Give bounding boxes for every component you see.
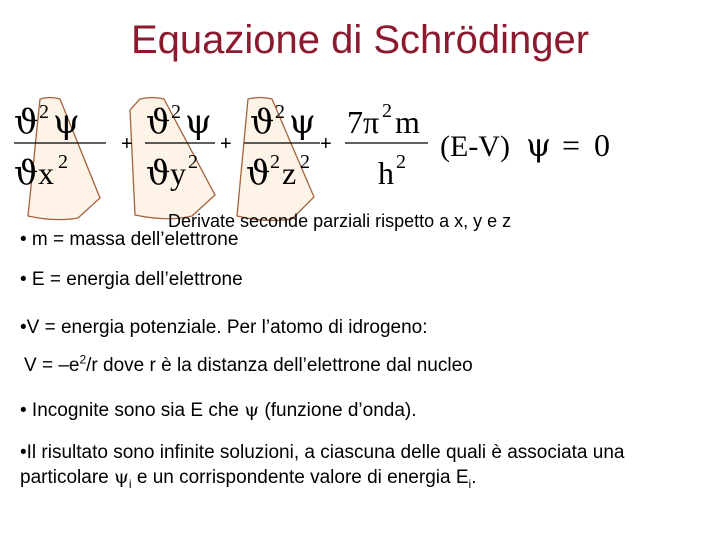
variable-z: z: [282, 155, 297, 191]
coulomb-exponent: 2: [79, 352, 87, 367]
slide-title: Equazione di Schrödinger: [130, 18, 590, 62]
subscript-i: i: [468, 476, 472, 491]
coulomb-suffix: /r dove r è la distanza dell’elettrone dal nucleo: [86, 355, 473, 376]
bullet-energy: • E = energia dell’elettrone: [20, 269, 243, 290]
unknowns-suffix: (funzione d’onda).: [259, 400, 417, 421]
psi-symbol: ψ: [185, 102, 212, 142]
derivative-annotation: Derivate seconde parziali rispetto a x, y e z: [168, 211, 512, 231]
partial-symbol: ϑ: [14, 153, 39, 193]
psi-symbol: ψ: [114, 466, 129, 488]
exponent: 2: [382, 100, 392, 122]
subscript-i: i: [128, 476, 132, 491]
partial-symbol: ϑ: [14, 102, 39, 142]
exponent: 2: [270, 151, 280, 173]
bullet-unknowns: [20, 398, 700, 423]
exponent: 2: [171, 101, 181, 123]
exponent: 2: [58, 151, 68, 173]
bullet-coulomb: [24, 353, 704, 378]
unknowns-prefix: • Incognite sono sia E che: [20, 400, 245, 421]
exponent: 2: [188, 151, 198, 173]
result-text-1: •Il risultato sono infinite soluzioni, a ciascuna delle quali è associata una particolare: [20, 442, 625, 488]
psi-symbol: ψ: [53, 102, 80, 142]
result-text-2: e un corrispondente valore di energia E: [131, 467, 469, 488]
equals-sign: =: [562, 127, 581, 163]
partial-symbol: ϑ: [146, 153, 171, 193]
variable-x: x: [38, 155, 54, 191]
partial-symbol: ϑ: [146, 102, 171, 142]
psi-symbol: ψ: [526, 126, 552, 164]
exponent: 2: [275, 101, 285, 123]
bullet-mass: • m = massa dell’elettrone: [20, 229, 239, 250]
mass-symbol: m: [395, 104, 420, 140]
exponent: 2: [300, 151, 310, 173]
partial-symbol: ϑ: [246, 153, 271, 193]
zero: 0: [594, 127, 610, 163]
exponent: 2: [39, 101, 49, 123]
psi-symbol: ψ: [244, 399, 260, 421]
result-end: .: [471, 467, 477, 488]
fraction-constant: [345, 100, 428, 191]
plus-sign: +: [121, 133, 133, 155]
psi-symbol: ψ: [289, 102, 316, 142]
bullet-result: [20, 440, 700, 490]
seven-pi: 7π: [347, 104, 380, 140]
partial-symbol: ϑ: [250, 102, 275, 142]
exponent: 2: [396, 151, 406, 173]
bullet-potential: •V = energia potenziale. Per l’atomo di idrogeno:: [20, 317, 428, 338]
plus-sign: +: [220, 133, 232, 155]
planck-symbol: h: [378, 155, 394, 191]
energy-term: (E-V): [440, 130, 510, 163]
coulomb-prefix: V = –e: [24, 355, 80, 376]
variable-y: y: [170, 155, 186, 191]
plus-sign: +: [320, 133, 332, 155]
